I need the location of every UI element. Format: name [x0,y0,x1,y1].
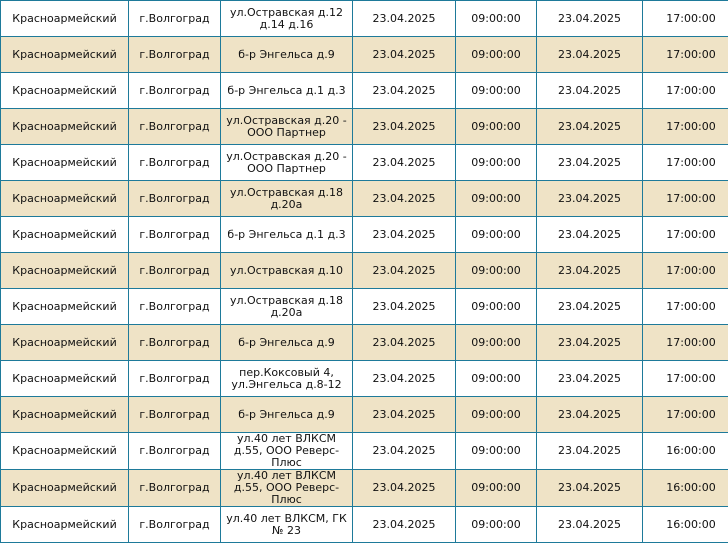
end-time-cell: 17:00:00 [643,397,728,433]
address-cell: ул.Остравская д.12 д.14 д.16 [221,1,353,37]
start-date-cell: 23.04.2025 [353,145,456,181]
address-cell: б-р Энгельса д.9 [221,397,353,433]
start-date-cell: 23.04.2025 [353,37,456,73]
start-date-cell: 23.04.2025 [353,433,456,470]
district-cell: Красноармейский [1,253,129,289]
end-time-cell: 16:00:00 [643,470,728,507]
start-date-cell: 23.04.2025 [353,289,456,325]
end-date-cell: 23.04.2025 [537,217,643,253]
table-row [1,507,728,543]
table-row [1,181,728,217]
address-cell: пер.Коксовый 4, ул.Энгельса д.8-12 [221,361,353,397]
table-row [1,1,728,37]
table-row [1,470,728,507]
end-date-cell: 23.04.2025 [537,507,643,543]
city-cell: г.Волгоград [129,145,221,181]
address-cell: б-р Энгельса д.1 д.3 [221,73,353,109]
district-cell: Красноармейский [1,1,129,37]
start-date-cell: 23.04.2025 [353,361,456,397]
address-cell: ул.Остравская д.18 д.20а [221,289,353,325]
end-time-cell: 17:00:00 [643,289,728,325]
district-cell: Красноармейский [1,145,129,181]
district-cell: Красноармейский [1,470,129,507]
end-time-cell: 17:00:00 [643,37,728,73]
start-time-cell: 09:00:00 [456,507,537,543]
district-cell: Красноармейский [1,109,129,145]
start-date-cell: 23.04.2025 [353,181,456,217]
table-row [1,289,728,325]
end-date-cell: 23.04.2025 [537,1,643,37]
address-cell: ул.40 лет ВЛКСМ, ГК № 23 [221,507,353,543]
district-cell: Красноармейский [1,361,129,397]
table-row [1,253,728,289]
city-cell: г.Волгоград [129,470,221,507]
end-time-cell: 17:00:00 [643,181,728,217]
table-body [1,1,728,543]
end-time-cell: 17:00:00 [643,325,728,361]
city-cell: г.Волгоград [129,397,221,433]
start-date-cell: 23.04.2025 [353,507,456,543]
end-time-cell: 17:00:00 [643,145,728,181]
start-time-cell: 09:00:00 [456,1,537,37]
address-cell: ул.Остравская д.18 д.20а [221,181,353,217]
city-cell: г.Волгоград [129,37,221,73]
district-cell: Красноармейский [1,73,129,109]
district-cell: Красноармейский [1,507,129,543]
city-cell: г.Волгоград [129,253,221,289]
district-cell: Красноармейский [1,289,129,325]
address-cell: б-р Энгельса д.1 д.3 [221,217,353,253]
start-time-cell: 09:00:00 [456,109,537,145]
city-cell: г.Волгоград [129,361,221,397]
address-cell: ул.Остравская д.10 [221,253,353,289]
table-row [1,433,728,470]
start-time-cell: 09:00:00 [456,433,537,470]
end-date-cell: 23.04.2025 [537,361,643,397]
address-cell: ул.Остравская д.20 - ООО Партнер [221,145,353,181]
district-cell: Красноармейский [1,37,129,73]
start-time-cell: 09:00:00 [456,289,537,325]
start-date-cell: 23.04.2025 [353,325,456,361]
end-time-cell: 16:00:00 [643,507,728,543]
city-cell: г.Волгоград [129,433,221,470]
start-date-cell: 23.04.2025 [353,253,456,289]
table-row [1,361,728,397]
end-date-cell: 23.04.2025 [537,470,643,507]
start-time-cell: 09:00:00 [456,145,537,181]
end-date-cell: 23.04.2025 [537,397,643,433]
start-time-cell: 09:00:00 [456,325,537,361]
end-date-cell: 23.04.2025 [537,325,643,361]
start-date-cell: 23.04.2025 [353,470,456,507]
end-date-cell: 23.04.2025 [537,433,643,470]
city-cell: г.Волгоград [129,507,221,543]
end-date-cell: 23.04.2025 [537,109,643,145]
city-cell: г.Волгоград [129,181,221,217]
district-cell: Красноармейский [1,325,129,361]
city-cell: г.Волгоград [129,325,221,361]
start-time-cell: 09:00:00 [456,73,537,109]
city-cell: г.Волгоград [129,73,221,109]
start-date-cell: 23.04.2025 [353,217,456,253]
end-time-cell: 17:00:00 [643,109,728,145]
table-row [1,37,728,73]
address-cell: ул.Остравская д.20 - ООО Партнер [221,109,353,145]
table-row [1,73,728,109]
end-time-cell: 16:00:00 [643,433,728,470]
city-cell: г.Волгоград [129,289,221,325]
district-cell: Красноармейский [1,397,129,433]
end-time-cell: 17:00:00 [643,217,728,253]
start-date-cell: 23.04.2025 [353,73,456,109]
table-row [1,145,728,181]
district-cell: Красноармейский [1,433,129,470]
address-cell: ул.40 лет ВЛКСМ д.55, ООО Реверс-Плюс [221,470,353,507]
table-row [1,217,728,253]
table-row [1,397,728,433]
end-date-cell: 23.04.2025 [537,37,643,73]
end-date-cell: 23.04.2025 [537,181,643,217]
city-cell: г.Волгоград [129,1,221,37]
end-date-cell: 23.04.2025 [537,289,643,325]
start-time-cell: 09:00:00 [456,181,537,217]
district-cell: Красноармейский [1,217,129,253]
address-cell: ул.40 лет ВЛКСМ д.55, ООО Реверс-Плюс [221,433,353,470]
end-time-cell: 17:00:00 [643,253,728,289]
start-date-cell: 23.04.2025 [353,397,456,433]
start-time-cell: 09:00:00 [456,470,537,507]
table-row [1,325,728,361]
address-cell: б-р Энгельса д.9 [221,325,353,361]
city-cell: г.Волгоград [129,217,221,253]
start-time-cell: 09:00:00 [456,397,537,433]
city-cell: г.Волгоград [129,109,221,145]
table-row [1,109,728,145]
address-cell: б-р Энгельса д.9 [221,37,353,73]
start-time-cell: 09:00:00 [456,253,537,289]
end-date-cell: 23.04.2025 [537,73,643,109]
start-time-cell: 09:00:00 [456,361,537,397]
end-time-cell: 17:00:00 [643,361,728,397]
end-time-cell: 17:00:00 [643,1,728,37]
start-date-cell: 23.04.2025 [353,109,456,145]
end-date-cell: 23.04.2025 [537,145,643,181]
start-time-cell: 09:00:00 [456,37,537,73]
start-time-cell: 09:00:00 [456,217,537,253]
district-cell: Красноармейский [1,181,129,217]
end-time-cell: 17:00:00 [643,73,728,109]
end-date-cell: 23.04.2025 [537,253,643,289]
start-date-cell: 23.04.2025 [353,1,456,37]
